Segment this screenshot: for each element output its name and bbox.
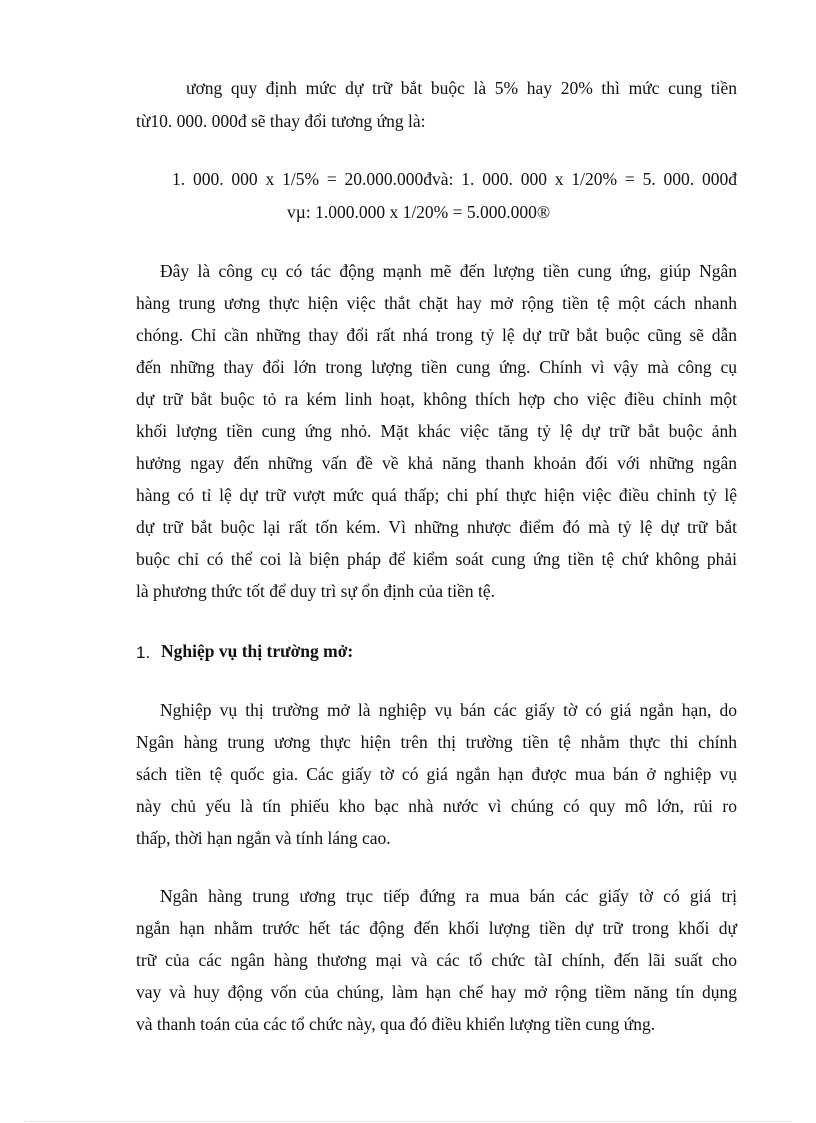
text-line: chóng. Chỉ cần những thay đổi rất nhá trong tỷ lệ dự trữ bắt buộc cũng sẽ dẫn bbox=[136, 325, 737, 345]
text-line: trữ của các ngân hàng thương mại và các tổ chức tàI chính, đến lãi suất cho bbox=[136, 950, 737, 970]
section-title: Nghiệp vụ thị trường mở: bbox=[161, 641, 354, 661]
text-line: hàng trung ương thực hiện việc thắt chặt hay mở rộng tiền tệ một cách nhanh bbox=[136, 293, 737, 313]
text-line: và thanh toán của các tổ chức này, qua đó điều khiển lượng tiền cung ứng. bbox=[136, 1014, 656, 1034]
text-line: vay và huy động vốn của chúng, làm hạn chế hay mở rộng tiềm năng tín dụng bbox=[136, 982, 737, 1002]
text-line: thấp, thời hạn ngắn và tính láng cao. bbox=[136, 828, 391, 848]
text-line: sách tiền tệ quốc gia. Các giấy tờ có giá ngắn hạn được mua bán ở nghiệp vụ bbox=[136, 764, 737, 784]
text-line: từ10. 000. 000đ sẽ thay đổi tương ứng là: bbox=[136, 111, 426, 131]
text-line: này chủ yếu là tín phiếu kho bạc nhà nước vì chúng có quy mô lớn, rủi ro bbox=[136, 796, 737, 816]
text-line: hưởng ngay đến những vấn đề về khả năng thanh khoản đối với những ngân bbox=[136, 453, 737, 473]
text-line: dự trữ bắt buộc tỏ ra kém linh hoạt, không thích hợp cho việc điều chỉnh một bbox=[136, 389, 737, 409]
text-line: khối lượng tiền cung ứng nhỏ. Mặt khác việc tăng tỷ lệ dự trữ bắt buộc ảnh bbox=[136, 421, 737, 441]
text-line: ngắn hạn nhằm trước hết tác động đến khối lượng tiền dự trữ trong khối dự bbox=[136, 918, 737, 938]
page-bottom-divider bbox=[24, 1121, 792, 1122]
text-line: Ngân hàng trung ương trục tiếp đứng ra mua bán các giấy tờ có giá trị bbox=[160, 886, 737, 906]
text-line: dự trữ bắt buộc lại rất tốn kém. Vì những nhược điểm đó mà tỷ lệ dự trữ bắt bbox=[136, 517, 737, 537]
text-line: Nghiệp vụ thị trường mở là nghiệp vụ bán các giấy tờ có giá ngắn hạn, do bbox=[160, 700, 737, 720]
text-line: Đây là công cụ có tác động mạnh mẽ đến lượng tiền cung ứng, giúp Ngân bbox=[160, 261, 737, 281]
text-line: là phương thức tốt để duy trì sự ổn định của tiền tệ. bbox=[136, 581, 495, 601]
text-line: hàng có tỉ lệ dự trữ vượt mức quá thấp; chi phí thực hiện việc điều chỉnh tỷ lệ bbox=[136, 485, 737, 505]
text-line: đến những thay đổi lớn trong lượng tiền cung ứng. Chính vì vậy mà công cụ bbox=[136, 357, 737, 377]
text-line: ương quy định mức dự trữ bắt buộc là 5% hay 20% thì mức cung tiền bbox=[186, 78, 737, 98]
section-number: 1. bbox=[136, 643, 151, 662]
text-line: buộc chỉ có thể coi là biện pháp để kiểm soát cung ứng tiền tệ chứ không phải bbox=[136, 549, 737, 569]
formula-line: 1. 000. 000 x 1/5% = 20.000.000đvà: 1. 000. 000 x 1/20% = 5. 000. 000đ bbox=[172, 169, 737, 189]
formula-line: vµ: 1.000.000 x 1/20% = 5.000.000® bbox=[287, 202, 551, 222]
text-line: Ngân hàng trung ương thực hiện trên thị trường tiền tệ nhằm thực thi chính bbox=[136, 732, 737, 752]
